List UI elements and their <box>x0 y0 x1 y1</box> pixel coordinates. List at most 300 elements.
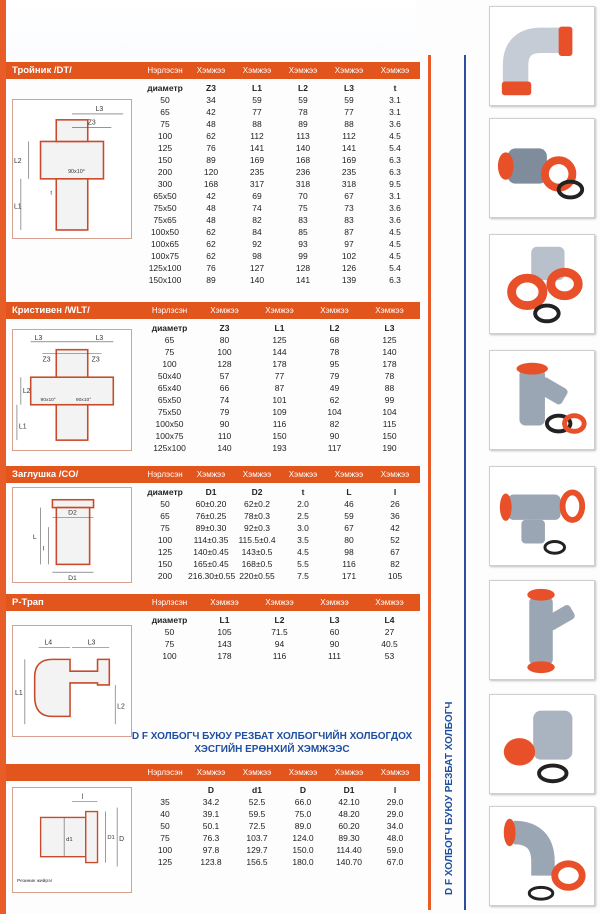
table-cell: 52 <box>390 535 400 545</box>
table-cell: 128 <box>295 263 311 273</box>
table-cell: 97.8 <box>202 845 220 855</box>
table-cell: 69 <box>252 191 262 201</box>
table-cell: 74 <box>219 395 230 405</box>
table-rows <box>142 94 420 286</box>
table-cell: 190 <box>382 443 397 453</box>
table-cell: 75 <box>160 833 170 843</box>
table-row <box>142 346 420 358</box>
table-cell: 50 <box>160 499 170 509</box>
table-cell: 100x65 <box>151 239 179 249</box>
ptrap-diagram <box>12 625 132 737</box>
table-cell: 76 <box>206 143 216 153</box>
section-dt <box>6 62 420 294</box>
table-rows <box>142 796 420 868</box>
wye-icon <box>490 351 594 449</box>
table-cell: 62 <box>206 239 216 249</box>
dim-label: L1 <box>13 203 22 211</box>
table-cell: 120 <box>203 167 219 177</box>
section-title: Тройник /DT/ <box>12 65 72 76</box>
table-row <box>142 178 420 190</box>
header-cell: Нэрлэсэн <box>147 768 183 777</box>
table-cell: Z3 <box>206 83 216 93</box>
table-cell: L3 <box>329 615 340 625</box>
table-cell: 143 <box>217 639 232 649</box>
table-cell: 50.1 <box>202 821 220 831</box>
table-cell: 100 <box>162 359 177 369</box>
table-cell: 29.0 <box>386 797 404 807</box>
table-cell: L2 <box>298 83 308 93</box>
table-cell: 112 <box>342 131 356 141</box>
product-thumb-wye-long <box>489 580 595 680</box>
table-cell: 95 <box>329 359 340 369</box>
dim-label: l <box>42 545 45 553</box>
table-cell: 104 <box>382 407 397 417</box>
table-cell: L4 <box>384 615 395 625</box>
dim-label: L4 <box>44 639 53 647</box>
table-cell: 75.0 <box>294 809 312 819</box>
tee-drawing <box>13 100 131 238</box>
table-cell: 129.7 <box>246 845 268 855</box>
table-cell: 114.40 <box>336 845 362 855</box>
table-cell: 235 <box>249 167 265 177</box>
table-cell: 65x50 <box>153 191 177 201</box>
cross-drawing <box>13 330 131 450</box>
table-cell: 110 <box>217 431 232 441</box>
table-cell: 114±0.35 <box>193 535 229 545</box>
table-cell: 140 <box>249 275 265 285</box>
table-cell: 67 <box>344 191 354 201</box>
table-cell: 34.2 <box>202 797 220 807</box>
table-row <box>142 650 420 662</box>
table-cell: 236 <box>295 167 311 177</box>
table-cell: 68 <box>329 335 340 345</box>
header-cell: Хэмжээ <box>334 768 364 777</box>
table-cell: 125x100 <box>153 443 186 453</box>
table-row <box>142 442 420 454</box>
table-cell: 52.5 <box>248 797 266 807</box>
table-cell: 150 <box>157 155 173 165</box>
table-cell: 62±0.2 <box>244 499 270 509</box>
orange-divider-line <box>428 55 431 910</box>
header-cell: Хэмжээ <box>334 66 364 75</box>
header-cell: Хэмжээ <box>375 306 404 315</box>
table-cell: 90 <box>219 419 230 429</box>
coupling-icon <box>490 119 594 217</box>
table-cell: 125 <box>157 143 173 153</box>
table-cell: 75 <box>298 203 308 213</box>
note-title-line: ХЭСГИЙН ЕРӨНХИЙ ХЭМЖЭЭС <box>194 744 350 755</box>
section-co-header <box>6 466 420 483</box>
table-cell: 62 <box>206 131 216 141</box>
section-ptrap-body <box>6 611 420 741</box>
table-row <box>142 106 420 118</box>
table-cell: 100 <box>157 131 173 141</box>
table-cell: D1 <box>343 785 355 795</box>
table-cell: 65x50 <box>157 395 182 405</box>
table-row <box>142 570 420 582</box>
table-cell: 5.4 <box>389 143 401 153</box>
table-cell: 78 <box>384 371 395 381</box>
table-row <box>142 510 420 522</box>
coupling-drawing <box>13 788 131 892</box>
table-row <box>142 334 420 346</box>
table-cell: 49 <box>329 383 340 393</box>
table-cell: 50x40 <box>157 371 182 381</box>
header-cell: Хэмжээ <box>242 66 272 75</box>
tee-icon <box>490 467 594 565</box>
table-cell: D <box>299 785 307 795</box>
header-cell: Хэмжээ <box>242 768 272 777</box>
cross-diagram <box>12 329 132 451</box>
dim-label: Резиник жийрэг <box>17 879 53 885</box>
table-cell: 75 <box>164 639 175 649</box>
table-cell: 6.3 <box>389 167 401 177</box>
table-row <box>142 142 420 154</box>
table-cell: 165±0.45 <box>193 559 229 569</box>
table-cell: 77 <box>274 371 285 381</box>
table-subheader <box>142 614 420 626</box>
table-cell: L1 <box>252 83 262 93</box>
header-cell: Хэмжээ <box>375 598 404 607</box>
dim-label: L1 <box>15 689 23 697</box>
table-cell: 3.6 <box>389 203 401 213</box>
table-cell: 317 <box>249 179 265 189</box>
table-cell: 168±0.5 <box>241 559 273 569</box>
table-cell: 83 <box>344 215 354 225</box>
table-cell: 70 <box>298 191 308 201</box>
table-cell: Z3 <box>219 323 230 333</box>
table-cell: 100 <box>217 347 232 357</box>
table-cell <box>142 784 188 796</box>
dim-label: L <box>32 533 37 541</box>
table-cell: 169 <box>341 155 357 165</box>
table-cell: 112 <box>250 131 264 141</box>
table-row <box>142 820 420 832</box>
table-cell: 140.70 <box>336 857 362 867</box>
table-cell: 65 <box>160 511 170 521</box>
dim-label: Z3 <box>91 356 100 364</box>
table-cell: 88 <box>344 119 354 129</box>
table-row <box>142 382 420 394</box>
table-cell: 40 <box>160 809 170 819</box>
table-row <box>142 832 420 844</box>
table-cell: 100x75 <box>151 251 179 261</box>
table-cell: 78±0.3 <box>244 511 270 521</box>
table-cell: 125 <box>272 335 287 345</box>
table-row <box>142 394 420 406</box>
table-row <box>142 250 420 262</box>
cap-diagram <box>12 487 132 583</box>
table-row <box>142 262 420 274</box>
table-cell: 143±0.5 <box>241 547 273 557</box>
wlt-table <box>142 322 420 454</box>
dim-label: t <box>50 190 53 197</box>
table-row <box>142 130 420 142</box>
table-cell: 150 <box>157 559 173 569</box>
table-cell: L3 <box>384 323 395 333</box>
table-cell: 178 <box>272 359 287 369</box>
table-cell: 141 <box>249 143 265 153</box>
table-cell: 90 <box>329 639 340 649</box>
table-cell: 59 <box>298 95 308 105</box>
header-cell: Хэмжээ <box>380 66 410 75</box>
table-cell: 124.0 <box>292 833 314 843</box>
table-cell: 141 <box>295 275 311 285</box>
table-cell: L1 <box>219 615 230 625</box>
table-cell: 150 <box>382 431 397 441</box>
table-cell: 3.1 <box>389 107 401 117</box>
table-cell: 60±0.20 <box>195 499 227 509</box>
coupling-diagram <box>12 787 132 893</box>
table-cell: 80 <box>344 535 354 545</box>
cap-tee-icon <box>490 695 594 793</box>
table-cell: 89 <box>206 155 216 165</box>
table-cell: диаметр <box>147 83 183 93</box>
table-cell: диаметр <box>151 615 188 625</box>
header-cell: Хэмжээ <box>288 66 318 75</box>
ptrap-table <box>142 614 420 662</box>
table-row <box>142 406 420 418</box>
section-df-body <box>6 781 420 901</box>
product-thumb-tee-gray <box>489 466 595 566</box>
table-cell: 216.30±0.55 <box>188 571 236 581</box>
table-cell: 5.4 <box>389 263 401 273</box>
product-thumb-elbow <box>489 6 595 106</box>
table-row <box>142 844 420 856</box>
table-row <box>142 166 420 178</box>
table-cell: 2.5 <box>297 511 309 521</box>
table-cell: 102 <box>341 251 357 261</box>
table-cell: 78 <box>298 107 308 117</box>
table-cell: 123.8 <box>200 857 222 867</box>
table-cell: 100 <box>157 535 173 545</box>
table-row <box>142 430 420 442</box>
table-cell: 66.0 <box>294 797 312 807</box>
table-cell: 220±0.55 <box>239 571 275 581</box>
table-cell: диаметр <box>151 323 188 333</box>
dim-label: Z3 <box>42 356 51 364</box>
table-cell: 3.1 <box>389 191 401 201</box>
table-cell: 140 <box>217 443 232 453</box>
table-cell: L1 <box>274 323 285 333</box>
table-cell: 105 <box>217 627 232 637</box>
table-cell: 141 <box>341 143 357 153</box>
table-cell: 73 <box>344 203 354 213</box>
tee-diagram <box>12 99 132 239</box>
table-cell: 235 <box>341 167 357 177</box>
table-cell: 77 <box>252 107 262 117</box>
table-row <box>142 226 420 238</box>
table-cell: 7.5 <box>297 571 309 581</box>
dim-label: L2 <box>22 387 31 395</box>
table-rows <box>142 626 420 662</box>
table-cell: 42 <box>206 191 216 201</box>
table-subheader <box>142 322 420 334</box>
dim-label: D2 <box>68 509 77 517</box>
table-cell: 75x50 <box>157 407 182 417</box>
table-row <box>142 522 420 534</box>
table-cell: 140 <box>382 347 397 357</box>
note-title-line: D F ХОЛБОГЧ БУЮУ РЕЗБАТ ХОЛБОГЧИЙН ХОЛБОГДОХ <box>131 731 413 742</box>
header-cell: Хэмжээ <box>288 470 318 479</box>
header-cell: Нэрлэсэн <box>147 66 183 75</box>
table-cell: 76±0.25 <box>195 511 227 521</box>
table-cell: 57 <box>219 371 230 381</box>
table-rows <box>142 334 420 454</box>
table-cell: 116 <box>342 559 356 569</box>
section-df-header <box>6 764 420 781</box>
table-cell: 93 <box>298 239 308 249</box>
table-cell: 127 <box>249 263 265 273</box>
table-cell: 100 <box>157 845 173 855</box>
table-cell: 60 <box>329 627 340 637</box>
table-cell: 48.20 <box>338 809 360 819</box>
table-cell: 89 <box>206 275 216 285</box>
table-cell: 3.6 <box>389 119 401 129</box>
header-cell: Хэмжээ <box>380 768 410 777</box>
table-cell: 78 <box>329 347 340 357</box>
table-cell: 85 <box>298 227 308 237</box>
header-cell: Хэмжээ <box>380 470 410 479</box>
table-cell: 72.5 <box>248 821 266 831</box>
table-cell: 126 <box>341 263 357 273</box>
table-cell: 75 <box>160 119 170 129</box>
product-thumb-coupling-gray <box>489 118 595 218</box>
product-thumb-coupling-rings <box>489 234 595 334</box>
table-cell: 75 <box>164 347 175 357</box>
section-co <box>6 466 420 587</box>
table-cell: L2 <box>274 615 285 625</box>
table-row <box>142 638 420 650</box>
table-row <box>142 154 420 166</box>
table-cell: 75 <box>160 523 170 533</box>
section-df <box>6 764 420 901</box>
dim-label: d1 <box>66 836 73 843</box>
table-cell: диаметр <box>147 487 183 497</box>
table-cell: 76 <box>206 263 216 273</box>
table-cell: 88 <box>384 383 395 393</box>
table-cell: 109 <box>272 407 287 417</box>
table-cell: 62 <box>329 395 340 405</box>
table-cell: 87 <box>344 227 354 237</box>
dim-label: L3 <box>95 334 104 342</box>
table-cell: 150x100 <box>148 275 182 285</box>
ring-coupling-icon <box>490 235 594 333</box>
table-cell: 100 <box>162 651 177 661</box>
table-cell: 48 <box>206 119 216 129</box>
table-cell: 40.5 <box>381 639 398 649</box>
product-thumb-wye-rings <box>489 350 595 450</box>
table-cell: 48 <box>206 215 216 225</box>
ring-elbow-icon <box>490 807 594 905</box>
table-cell: 59 <box>344 511 354 521</box>
table-cell: 89±0.30 <box>195 523 227 533</box>
table-cell: 89.30 <box>338 833 360 843</box>
table-cell: 168 <box>203 179 219 189</box>
table-row <box>142 558 420 570</box>
table-cell: 169 <box>249 155 265 165</box>
table-cell: 144 <box>272 347 287 357</box>
table-cell: d1 <box>252 785 262 795</box>
table-row <box>142 498 420 510</box>
table-row <box>142 190 420 202</box>
table-cell: 125 <box>157 547 173 557</box>
table-cell: 87 <box>274 383 285 393</box>
table-cell: 178 <box>382 359 397 369</box>
table-cell: 3.0 <box>297 523 309 533</box>
table-cell: 98 <box>344 547 354 557</box>
table-cell: 67.0 <box>386 857 404 867</box>
dim-label: L1 <box>18 423 27 431</box>
table-subheader <box>142 486 420 498</box>
table-cell: 156.5 <box>246 857 268 867</box>
dim-label: L2 <box>117 703 125 711</box>
table-cell: 26 <box>390 499 400 509</box>
section-title: Кристивен /WLT/ <box>12 305 90 316</box>
table-cell: 27 <box>384 627 395 637</box>
table-cell: 200 <box>157 167 173 177</box>
table-cell: 105 <box>387 571 403 581</box>
table-cell: 59 <box>252 95 262 105</box>
table-cell: 65 <box>164 335 175 345</box>
table-cell: 92±0.3 <box>244 523 270 533</box>
table-cell: 9.5 <box>389 179 401 189</box>
table-cell: 115 <box>382 419 397 429</box>
header-cell: Хэмжээ <box>196 66 226 75</box>
table-subheader <box>142 82 420 94</box>
table-cell: 88 <box>252 119 262 129</box>
table-row <box>142 856 420 868</box>
header-row <box>142 764 420 781</box>
table-cell: 36 <box>390 511 400 521</box>
table-cell: t <box>393 83 397 93</box>
table-cell: 65x40 <box>157 383 182 393</box>
table-cell: 100x50 <box>151 227 179 237</box>
table-cell: 75x50 <box>153 203 177 213</box>
section-wlt <box>6 302 420 464</box>
table-cell: 99 <box>298 251 308 261</box>
header-cell: Хэмжээ <box>196 470 226 479</box>
section-title: Заглушка /CO/ <box>12 469 79 480</box>
table-cell: 171 <box>341 571 357 581</box>
table-cell: 80 <box>219 335 230 345</box>
table-cell: 111 <box>328 651 341 661</box>
section-dt-body <box>6 79 420 294</box>
table-row <box>142 796 420 808</box>
table-cell: 150 <box>272 431 287 441</box>
table-cell: 60.20 <box>338 821 360 831</box>
df-note-title <box>130 730 414 756</box>
table-cell: 84 <box>252 227 262 237</box>
table-cell: 50 <box>160 95 170 105</box>
section-co-body <box>6 483 420 587</box>
dim-label: L3 <box>95 105 104 113</box>
header-cell: Хэмжээ <box>288 768 318 777</box>
dim-label: Z3 <box>87 119 96 127</box>
table-cell: 97 <box>344 239 354 249</box>
table-cell: 3.6 <box>389 215 401 225</box>
header-row <box>142 594 420 611</box>
product-thumb-elbow-rings <box>489 806 595 906</box>
table-cell: 113 <box>296 131 310 141</box>
table-cell: L3 <box>344 83 354 93</box>
table-cell: 116 <box>272 651 287 661</box>
section-ptrap <box>6 594 420 741</box>
table-cell: l <box>393 785 397 795</box>
header-cell: Хэмжээ <box>320 598 349 607</box>
table-cell: 89 <box>298 119 308 129</box>
table-cell: 59.5 <box>248 809 266 819</box>
